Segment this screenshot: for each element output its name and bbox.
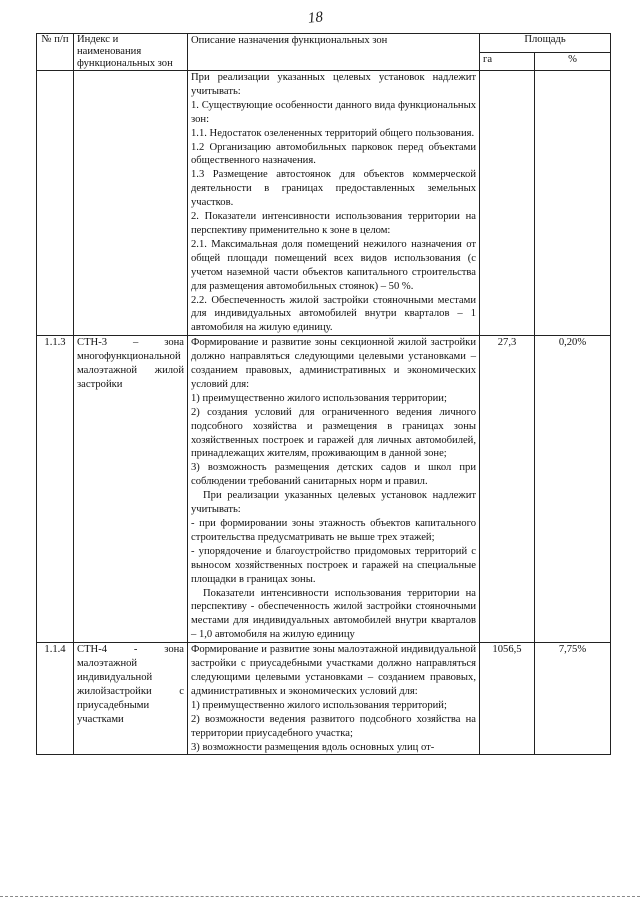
header-num: № п/п: [37, 34, 74, 71]
paragraph: Показатели интенсивности использования территории на перспективу - обеспеченность жилой застройки стояночными местами для индивидуальных автомобилей внутри кварталов – 1,0 автомобиля на жилую единицу: [191, 587, 476, 641]
zones-table: [36, 33, 611, 755]
cell-ha-empty: [480, 71, 535, 336]
paragraph: 1.3 Размещение автостоянок для объектов коммерческой деятельности в границах предоставленных земельных участков.: [191, 169, 476, 209]
cell-ha: 1056,5: [480, 643, 535, 755]
paragraph: Формирование и развитие зоны секционной жилой застройки должно направляться следующими целевыми установками – созданием правовых, административных и экономических условий для:: [191, 337, 476, 390]
header-pct: %: [535, 52, 611, 71]
page-bottom-edge: [0, 896, 640, 897]
table-row-1-1-4: [37, 643, 611, 755]
cell-num-empty: [37, 71, 74, 336]
cell-description: [188, 643, 480, 755]
header-index: Индекс и наименования функциональных зон: [74, 34, 188, 71]
cell-index: СТН-3 – зона многофункциональной малоэтажной жилой застройки: [74, 336, 188, 643]
cell-description: [188, 336, 480, 643]
paragraph: - при формировании зоны этажность объектов капитального строительства предусматривать не выше трех этажей;: [191, 518, 476, 543]
paragraph: 1) преимущественно жилого использования территорий;: [191, 699, 447, 711]
paragraph: При реализации указанных целевых установок надлежит учитывать:: [191, 72, 476, 97]
header-description: Описание назначения функциональных зон: [188, 34, 480, 71]
cell-num: 1.1.4: [37, 643, 74, 755]
cell-pct: 0,20%: [535, 336, 611, 643]
paragraph: 3) возможности размещения вдоль основных улиц от-: [191, 741, 435, 753]
cell-index: СТН-4 - зона малоэтажной индивидуальной жилойзастройки с приусадебными участками: [74, 643, 188, 755]
header-area: Площадь: [480, 34, 611, 53]
paragraph: При реализации указанных целевых установок надлежит учитывать:: [191, 490, 476, 516]
paragraph: Формирование и развитие зоны малоэтажной индивидуальной застройки с приусадебными участками должно направляться следующими целевыми установками – созданием правовых, административных и экономических условий для:: [191, 644, 476, 697]
table-row-1-1-3: [37, 336, 611, 643]
page-number: 18: [307, 9, 324, 27]
header-ha: га: [480, 52, 535, 71]
cell-pct: 7,75%: [535, 643, 611, 755]
paragraph: 2) создания условий для ограниченного ведения личного подсобного хозяйства и размещения в границах зоны хозяйственных построек и гаражей для личных автомобилей, принадлежащих жителям, проживающим в данной зоне;: [191, 406, 476, 460]
paragraph: 1) преимущественно жилого использования территории;: [191, 392, 447, 404]
cell-pct-empty: [535, 71, 611, 336]
cell-ha: 27,3: [480, 336, 535, 643]
paragraph: 2) возможности ведения развитого подсобного хозяйства на территории приусадебного участка;: [191, 713, 476, 739]
paragraph: 2.1. Максимальная доля помещений нежилого назначения от общей площади помещений всех видов использования (с учетом наземной части объектов капитального строительства для размещения автомобильных стоянок) – 50 %.: [191, 238, 476, 292]
paragraph: 2.2. Обеспеченность жилой застройки стояночными местами для индивидуальных автомобилей внутри кварталов – 1 автомобиля на жилую единицу.: [191, 294, 476, 334]
paragraph: 1. Существующие особенности данного вида функциональных зон:: [191, 99, 476, 125]
paragraph: 1.1. Недостаток озелененных территорий общего пользования.: [191, 127, 475, 139]
paragraph: 2. Показатели интенсивности использования территории на перспективу применительно к зоне в целом:: [191, 211, 476, 236]
cell-num: 1.1.3: [37, 336, 74, 643]
table-row-continued: [37, 71, 611, 336]
paragraph: 1.2 Организацию автомобильных парковок перед объектами общественного назначения.: [191, 141, 476, 167]
cell-index-empty: [74, 71, 188, 336]
cell-description: [188, 71, 480, 336]
paragraph: - упорядочение и благоустройство придомовых территорий с выносом хозяйственных построек и гаражей на специальные площадки в границах зоны.: [191, 545, 476, 585]
paragraph: 3) возможность размещения детских садов и школ при соблюдении требований санитарных норм и правил.: [191, 462, 476, 488]
